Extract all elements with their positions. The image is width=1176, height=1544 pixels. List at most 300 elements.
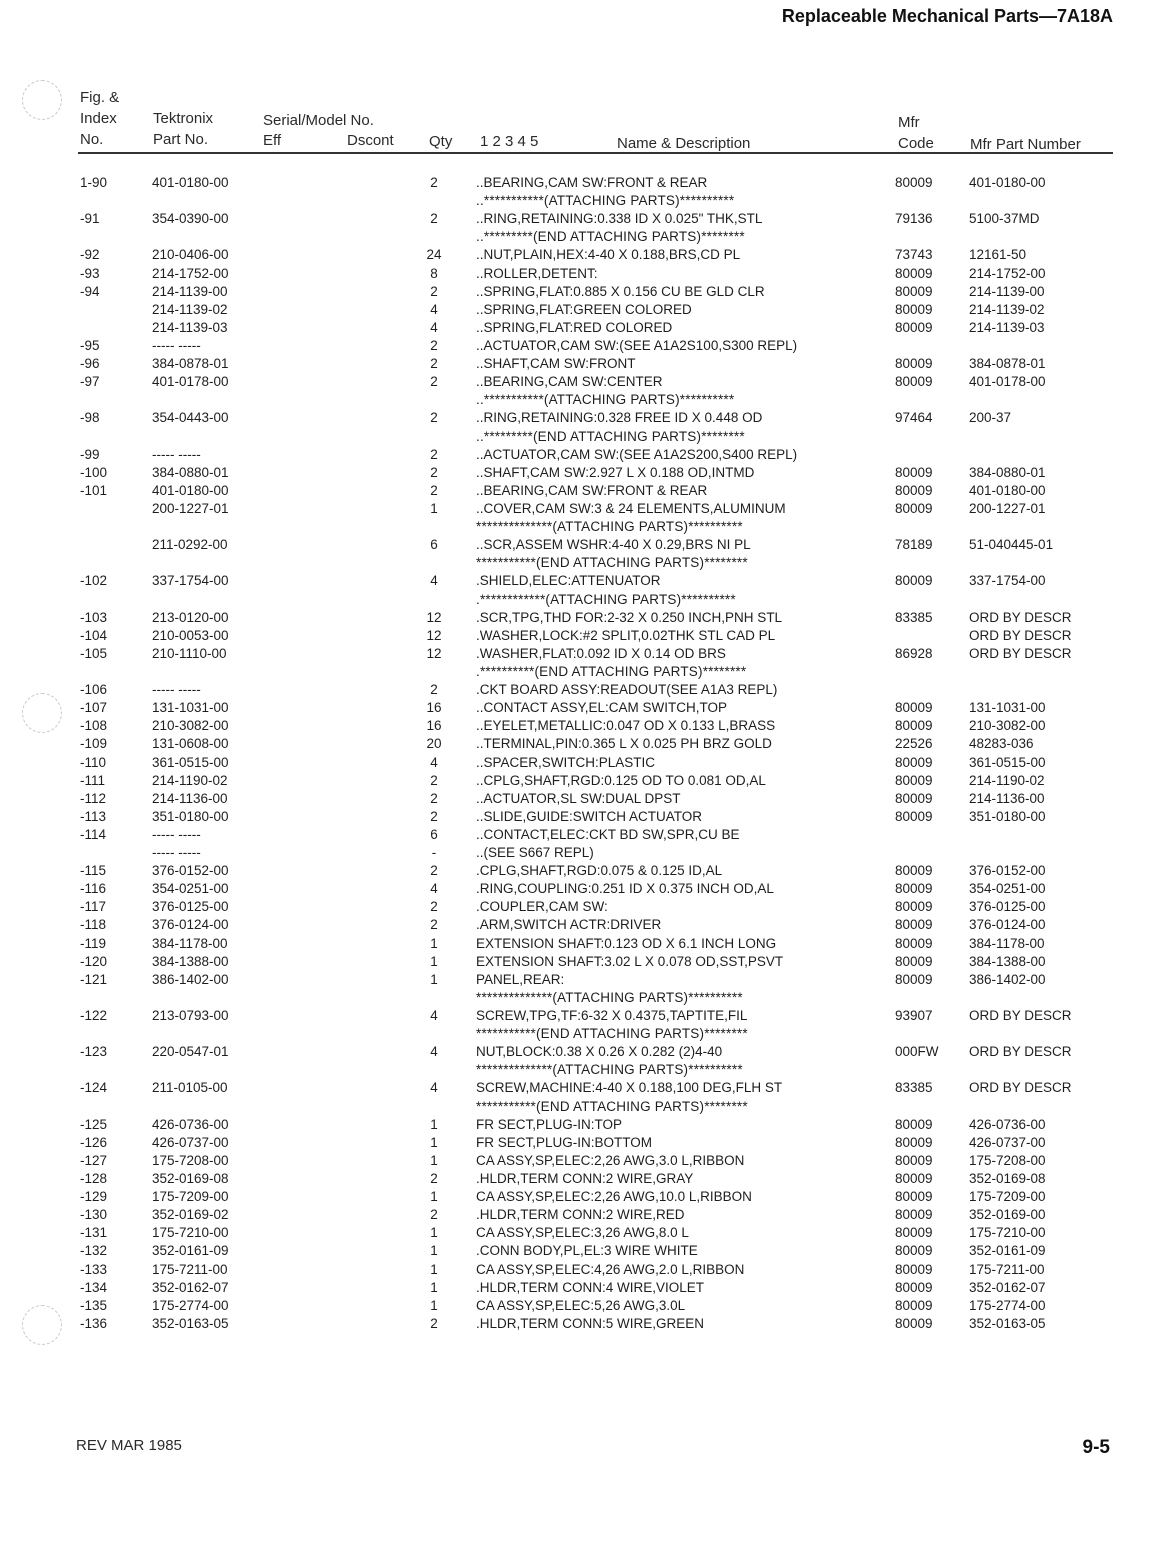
revision-date: REV MAR 1985 (76, 1437, 182, 1454)
cell-mfr-part-number: 361-0515-00 (969, 754, 1046, 770)
cell-qty: 2 (430, 482, 438, 498)
cell-name-description: .HLDR,TERM CONN:2 WIRE,GRAY (476, 1171, 694, 1187)
cell-qty: 4 (430, 1080, 438, 1096)
cell-index-no: -135 (80, 1297, 108, 1313)
cell-qty: 4 (430, 319, 438, 335)
cell-qty: 2 (430, 356, 438, 372)
table-row (0, 373, 1176, 391)
cell-name-description: CA ASSY,SP,ELEC:3,26 AWG,8.0 L (476, 1225, 689, 1241)
cell-part-no: 426-0737-00 (152, 1134, 229, 1150)
cell-name-description: .SCR,TPG,THD FOR:2-32 X 0.250 INCH,PNH STL (476, 609, 783, 625)
cell-index-no: -101 (80, 482, 108, 498)
cell-index-no: -102 (80, 573, 108, 589)
cell-mfr-code: 80009 (895, 881, 933, 897)
cell-mfr-part-number: 401-0180-00 (969, 175, 1046, 190)
table-row (0, 409, 1176, 427)
cell-index-no: -129 (80, 1189, 108, 1205)
cell-name-description: ..BEARING,CAM SW:CENTER (476, 374, 663, 390)
cell-qty: 4 (430, 881, 438, 897)
table-row (0, 228, 1176, 246)
cell-index-no: -99 (80, 446, 100, 462)
cell-index-no: -105 (80, 645, 108, 661)
cell-name-description: ..CONTACT ASSY,EL:CAM SWITCH,TOP (476, 700, 728, 716)
table-row (0, 301, 1176, 319)
cell-name-description: ..CPLG,SHAFT,RGD:0.125 OD TO 0.081 OD,AL (476, 772, 766, 788)
header-mfr-line2: Code (898, 135, 934, 152)
cell-qty: 16 (426, 718, 442, 734)
table-row (0, 536, 1176, 554)
cell-mfr-part-number: 376-0125-00 (969, 899, 1046, 915)
cell-index-no: -103 (80, 609, 108, 625)
cell-part-no: 384-1388-00 (152, 953, 229, 969)
table-row (0, 1061, 1176, 1079)
table-row (0, 1242, 1176, 1260)
cell-index-no: -109 (80, 736, 108, 752)
cell-qty: 4 (430, 301, 438, 317)
cell-mfr-part-number: 175-2774-00 (969, 1297, 1046, 1313)
cell-part-no: 175-7208-00 (152, 1152, 229, 1168)
table-row (0, 319, 1176, 337)
table-row (0, 663, 1176, 681)
table-row (0, 808, 1176, 826)
table-row (0, 1297, 1176, 1315)
cell-mfr-code: 80009 (895, 772, 933, 788)
cell-mfr-code: 80009 (895, 863, 933, 879)
cell-name-description: ***********(END ATTACHING PARTS)******** (476, 555, 748, 571)
cell-index-no: -130 (80, 1207, 108, 1223)
cell-part-no: 214-1139-02 (152, 301, 228, 317)
cell-mfr-part-number: 401-0178-00 (969, 374, 1046, 390)
cell-index-no: -128 (80, 1171, 108, 1187)
cell-name-description: ..ROLLER,DETENT: (476, 265, 598, 281)
cell-name-description: .CONN BODY,PL,EL:3 WIRE WHITE (476, 1243, 698, 1259)
cell-name-description: ..CONTACT,ELEC:CKT BD SW,SPR,CU BE (476, 826, 740, 842)
cell-mfr-part-number: 352-0163-05 (969, 1315, 1046, 1331)
cell-mfr-code: 80009 (895, 1225, 933, 1241)
cell-part-no: 213-0120-00 (152, 609, 229, 625)
table-row (0, 1188, 1176, 1206)
cell-qty: 1 (430, 1279, 438, 1295)
cell-qty: 1 (430, 1261, 438, 1277)
cell-mfr-code: 80009 (895, 935, 933, 951)
cell-mfr-part-number: 210-3082-00 (969, 718, 1046, 734)
cell-part-no: 210-0406-00 (152, 247, 229, 263)
header-part-line2: Part No. (153, 131, 209, 148)
cell-name-description: ..TERMINAL,PIN:0.365 L X 0.025 PH BRZ GOLD (476, 736, 772, 752)
cell-mfr-code: 80009 (895, 464, 933, 480)
cell-part-no: 376-0152-00 (152, 863, 229, 879)
cell-mfr-code: 80009 (895, 175, 933, 190)
cell-part-no: 401-0178-00 (152, 374, 229, 390)
cell-name-description: .COUPLER,CAM SW: (476, 899, 608, 915)
cell-name-description: **************(ATTACHING PARTS)********** (476, 519, 743, 535)
cell-qty: 1 (430, 1225, 438, 1241)
table-row (0, 446, 1176, 464)
table-row (0, 754, 1176, 772)
cell-mfr-code: 93907 (895, 1008, 933, 1024)
cell-qty: 2 (430, 175, 438, 190)
cell-qty: 1 (430, 953, 438, 969)
cell-part-no: 352-0169-08 (152, 1171, 229, 1187)
table-row (0, 1152, 1176, 1170)
cell-index-no: -124 (80, 1080, 108, 1096)
cell-name-description: ..ACTUATOR,CAM SW:(SEE A1A2S100,S300 REPL) (476, 337, 798, 353)
cell-index-no: -92 (80, 247, 100, 263)
cell-qty: 2 (430, 772, 438, 788)
cell-part-no: 214-1139-03 (152, 319, 228, 335)
cell-mfr-part-number: 384-0880-01 (969, 464, 1046, 480)
cell-qty: 2 (430, 374, 438, 390)
cell-mfr-code: 80009 (895, 754, 933, 770)
header-dscont: Dscont (347, 132, 394, 149)
cell-qty: 2 (430, 1207, 438, 1223)
cell-index-no: -95 (80, 337, 100, 353)
cell-mfr-part-number: 5100-37MD (969, 211, 1040, 227)
cell-name-description: .WASHER,FLAT:0.092 ID X 0.14 OD BRS (476, 645, 726, 661)
table-row (0, 1079, 1176, 1097)
cell-name-description: .SHIELD,ELEC:ATTENUATOR (476, 573, 661, 589)
cell-name-description: ..SPACER,SWITCH:PLASTIC (476, 754, 656, 770)
cell-mfr-part-number: 384-1388-00 (969, 953, 1046, 969)
cell-mfr-code: 78189 (895, 537, 933, 553)
table-row (0, 1170, 1176, 1188)
cell-index-no: -110 (80, 754, 107, 770)
table-row (0, 717, 1176, 735)
cell-qty: 1 (430, 1297, 438, 1313)
cell-index-no: -100 (80, 464, 108, 480)
cell-mfr-part-number: 12161-50 (969, 247, 1027, 263)
cell-mfr-part-number: 376-0124-00 (969, 917, 1046, 933)
table-row (0, 1116, 1176, 1134)
cell-name-description: .**********(END ATTACHING PARTS)******** (476, 663, 747, 679)
cell-mfr-code: 80009 (895, 808, 933, 824)
cell-mfr-part-number: 200-1227-01 (969, 500, 1046, 516)
cell-part-no: 175-7209-00 (152, 1189, 229, 1205)
header-part-line1: Tektronix (153, 110, 214, 127)
cell-name-description: CA ASSY,SP,ELEC:2,26 AWG,10.0 L,RIBBON (476, 1189, 752, 1205)
cell-mfr-part-number: 337-1754-00 (969, 573, 1046, 589)
cell-part-no: 426-0736-00 (152, 1116, 229, 1132)
table-row (0, 1224, 1176, 1242)
cell-part-no: 214-1752-00 (152, 265, 229, 281)
cell-part-no: 376-0124-00 (152, 917, 229, 933)
header-fig-line3: No. (80, 131, 104, 148)
table-row (0, 174, 1176, 192)
cell-index-no: -108 (80, 718, 108, 734)
cell-index-no: -94 (80, 283, 100, 299)
cell-mfr-part-number: 386-1402-00 (969, 971, 1046, 987)
cell-index-no: -106 (80, 682, 108, 698)
cell-name-description: ..BEARING,CAM SW:FRONT & REAR (476, 482, 708, 498)
cell-mfr-code: 000FW (895, 1044, 939, 1060)
cell-mfr-part-number: ORD BY DESCR (969, 1080, 1072, 1096)
cell-mfr-code: 80009 (895, 718, 933, 734)
cell-part-no: 351-0180-00 (152, 808, 229, 824)
cell-name-description: ..SLIDE,GUIDE:SWITCH ACTUATOR (476, 808, 703, 824)
header-name-description: Name & Description (617, 135, 751, 152)
cell-index-no: -132 (80, 1243, 108, 1259)
cell-part-no: ----- ----- (152, 826, 201, 842)
cell-mfr-part-number: 352-0169-00 (969, 1207, 1046, 1223)
cell-mfr-code: 80009 (895, 283, 933, 299)
cell-part-no: 175-2774-00 (152, 1297, 229, 1313)
cell-index-no: -126 (80, 1134, 108, 1150)
cell-name-description: .HLDR,TERM CONN:5 WIRE,GREEN (476, 1315, 705, 1331)
cell-qty: 2 (430, 790, 438, 806)
cell-name-description: PANEL,REAR: (476, 971, 565, 987)
cell-qty: 16 (426, 700, 442, 716)
punch-hole-top (22, 80, 62, 120)
header-qty: Qty (429, 133, 453, 150)
cell-mfr-part-number: 214-1752-00 (969, 265, 1046, 281)
cell-name-description: ..SHAFT,CAM SW:2.927 L X 0.188 OD,INTMD (476, 464, 755, 480)
cell-qty: 2 (430, 1315, 438, 1331)
cell-index-no: -91 (80, 211, 100, 227)
table-row (0, 898, 1176, 916)
cell-index-no: -97 (80, 374, 100, 390)
cell-qty: 1 (430, 971, 438, 987)
cell-mfr-code: 80009 (895, 1261, 933, 1277)
cell-qty: 24 (426, 247, 442, 263)
table-row (0, 337, 1176, 355)
cell-mfr-part-number: 352-0162-07 (969, 1279, 1046, 1295)
cell-index-no: -114 (80, 826, 107, 842)
cell-mfr-part-number: 214-1139-02 (969, 301, 1045, 317)
cell-mfr-code: 79136 (895, 211, 933, 227)
cell-index-no: -133 (80, 1261, 108, 1277)
header-serial: Serial/Model No. (263, 112, 374, 129)
cell-part-no: 376-0125-00 (152, 899, 229, 915)
cell-part-no: 386-1402-00 (152, 971, 229, 987)
cell-mfr-code: 80009 (895, 971, 933, 987)
cell-name-description: SCREW,MACHINE:4-40 X 0.188,100 DEG,FLH ST (476, 1080, 783, 1096)
cell-name-description: ..EYELET,METALLIC:0.047 OD X 0.133 L,BRASS (476, 718, 776, 734)
table-row (0, 1043, 1176, 1061)
table-row (0, 916, 1176, 934)
cell-index-no: -118 (80, 917, 107, 933)
cell-name-description: ..NUT,PLAIN,HEX:4-40 X 0.188,BRS,CD PL (476, 247, 741, 263)
cell-name-description: .HLDR,TERM CONN:2 WIRE,RED (476, 1207, 685, 1223)
cell-name-description: SCREW,TPG,TF:6-32 X 0.4375,TAPTITE,FIL (476, 1008, 748, 1024)
cell-name-description: .ARM,SWITCH ACTR:DRIVER (476, 917, 662, 933)
cell-part-no: ----- ----- (152, 845, 201, 861)
cell-qty: 2 (430, 337, 438, 353)
cell-index-no: -136 (80, 1315, 108, 1331)
table-row (0, 1098, 1176, 1116)
cell-part-no: 352-0162-07 (152, 1279, 229, 1295)
cell-mfr-part-number: 51-040445-01 (969, 537, 1054, 553)
table-row (0, 681, 1176, 699)
cell-mfr-part-number: ORD BY DESCR (969, 1044, 1072, 1060)
table-row (0, 192, 1176, 210)
cell-mfr-code: 80009 (895, 790, 933, 806)
cell-name-description: ..RING,RETAINING:0.328 FREE ID X 0.448 OD (476, 410, 763, 426)
cell-mfr-code: 80009 (895, 953, 933, 969)
cell-index-no: -131 (80, 1225, 108, 1241)
cell-qty: 2 (430, 1171, 438, 1187)
cell-mfr-part-number: 214-1190-02 (969, 772, 1045, 788)
cell-mfr-part-number: 426-0737-00 (969, 1134, 1046, 1150)
cell-name-description: ..SPRING,FLAT:0.885 X 0.156 CU BE GLD CLR (476, 283, 765, 299)
cell-qty: 4 (430, 1044, 438, 1060)
cell-part-no: 131-1031-00 (152, 700, 229, 716)
cell-part-no: 131-0608-00 (152, 736, 229, 752)
cell-name-description: ..***********(ATTACHING PARTS)********** (476, 392, 735, 408)
header-eff: Eff (263, 132, 282, 149)
cell-name-description: ..SCR,ASSEM WSHR:4-40 X 0.29,BRS NI PL (476, 537, 751, 553)
cell-index-no: -96 (80, 356, 100, 372)
cell-name-description: FR SECT,PLUG-IN:BOTTOM (476, 1134, 653, 1150)
cell-qty: 2 (430, 682, 438, 698)
cell-mfr-part-number: 351-0180-00 (969, 808, 1046, 824)
cell-qty: 2 (430, 446, 438, 462)
header-fig-line1: Fig. & (80, 89, 120, 106)
cell-name-description: FR SECT,PLUG-IN:TOP (476, 1116, 623, 1132)
cell-part-no: 210-0053-00 (152, 627, 229, 643)
cell-name-description: ..ACTUATOR,SL SW:DUAL DPST (476, 790, 681, 806)
cell-qty: 12 (426, 645, 442, 661)
cell-qty: 1 (430, 935, 438, 951)
cell-mfr-code: 80009 (895, 1134, 933, 1150)
cell-qty: 1 (430, 1116, 438, 1132)
cell-index-no: -98 (80, 410, 100, 426)
table-row (0, 772, 1176, 790)
cell-qty: 1 (430, 1134, 438, 1150)
cell-part-no: 354-0390-00 (152, 211, 229, 227)
table-row (0, 210, 1176, 228)
cell-mfr-code: 80009 (895, 573, 933, 589)
cell-part-no: 220-0547-01 (152, 1044, 229, 1060)
cell-part-no: 352-0169-02 (152, 1207, 229, 1223)
cell-mfr-code: 86928 (895, 645, 933, 661)
cell-qty: 2 (430, 464, 438, 480)
cell-name-description: .************(ATTACHING PARTS)********** (476, 591, 736, 607)
cell-part-no: 384-1178-00 (152, 935, 228, 951)
cell-name-description: ..SHAFT,CAM SW:FRONT (476, 356, 636, 372)
cell-mfr-code: 80009 (895, 899, 933, 915)
cell-qty: 2 (430, 899, 438, 915)
cell-index-no: -116 (80, 881, 107, 897)
table-row (0, 500, 1176, 518)
cell-mfr-code: 80009 (895, 1171, 933, 1187)
cell-name-description: NUT,BLOCK:0.38 X 0.26 X 0.282 (2)4-40 (476, 1044, 723, 1060)
cell-part-no: 354-0251-00 (152, 881, 229, 897)
parts-table-body (0, 174, 1176, 1333)
table-row (0, 935, 1176, 953)
cell-index-no: -111 (80, 772, 106, 788)
cell-name-description: ..SPRING,FLAT:RED COLORED (476, 319, 673, 335)
cell-name-description: .CKT BOARD ASSY:READOUT(SEE A1A3 REPL) (476, 682, 778, 698)
page-number: 9-5 (1082, 1437, 1110, 1458)
cell-part-no: 401-0180-00 (152, 175, 229, 190)
cell-mfr-part-number: ORD BY DESCR (969, 627, 1072, 643)
cell-qty: 1 (430, 500, 438, 516)
cell-qty: - (431, 845, 437, 861)
cell-index-no: -119 (80, 935, 107, 951)
cell-mfr-code: 73743 (895, 247, 933, 263)
cell-index-no: -127 (80, 1152, 108, 1168)
cell-part-no: 213-0793-00 (152, 1008, 229, 1024)
table-row (0, 844, 1176, 862)
cell-mfr-code: 22526 (895, 736, 933, 752)
cell-part-no: 354-0443-00 (152, 410, 229, 426)
cell-name-description: ..*********(END ATTACHING PARTS)******** (476, 229, 745, 245)
header-mfr-part-number: Mfr Part Number (970, 136, 1081, 153)
page-title: Replaceable Mechanical Parts—7A18A (781, 6, 1113, 26)
cell-mfr-part-number: 384-1178-00 (969, 935, 1045, 951)
cell-mfr-code: 80009 (895, 700, 933, 716)
cell-qty: 6 (430, 826, 438, 842)
table-row (0, 518, 1176, 536)
cell-index-no: -93 (80, 265, 100, 281)
table-row (0, 391, 1176, 409)
table-row (0, 735, 1176, 753)
cell-mfr-part-number: 352-0161-09 (969, 1243, 1046, 1259)
cell-mfr-code: 83385 (895, 609, 933, 625)
cell-part-no: 210-3082-00 (152, 718, 229, 734)
cell-qty: 4 (430, 754, 438, 770)
cell-mfr-part-number: 131-1031-00 (969, 700, 1046, 716)
cell-index-no: -123 (80, 1044, 108, 1060)
cell-name-description: ..SPRING,FLAT:GREEN COLORED (476, 301, 692, 317)
cell-qty: 8 (430, 265, 438, 281)
table-row (0, 1007, 1176, 1025)
cell-part-no: ----- ----- (152, 337, 201, 353)
cell-part-no: 211-0292-00 (152, 537, 228, 553)
header-divider (78, 152, 1113, 154)
cell-mfr-code: 83385 (895, 1080, 933, 1096)
table-row (0, 591, 1176, 609)
cell-name-description: ..*********(END ATTACHING PARTS)******** (476, 428, 745, 444)
cell-mfr-part-number: 175-7208-00 (969, 1152, 1046, 1168)
cell-index-no: -117 (80, 899, 107, 915)
cell-part-no: ----- ----- (152, 682, 201, 698)
cell-name-description: ..COVER,CAM SW:3 & 24 ELEMENTS,ALUMINUM (476, 500, 786, 516)
cell-mfr-part-number: ORD BY DESCR (969, 645, 1072, 661)
table-row (0, 862, 1176, 880)
cell-index-no: -115 (80, 863, 107, 879)
cell-mfr-code: 80009 (895, 356, 933, 372)
cell-mfr-part-number: 401-0180-00 (969, 482, 1046, 498)
cell-mfr-code: 97464 (895, 410, 933, 426)
header-indent-levels: 1 2 3 4 5 (480, 133, 539, 150)
cell-qty: 1 (430, 1189, 438, 1205)
cell-index-no: 1-90 (80, 175, 108, 190)
cell-qty: 20 (426, 736, 442, 752)
cell-name-description: **************(ATTACHING PARTS)********** (476, 1062, 743, 1078)
cell-mfr-part-number: 214-1139-00 (969, 283, 1045, 299)
cell-qty: 2 (430, 917, 438, 933)
cell-qty: 1 (430, 1152, 438, 1168)
table-row (0, 572, 1176, 590)
table-row (0, 1134, 1176, 1152)
table-row (0, 355, 1176, 373)
header-fig-line2: Index (80, 110, 117, 127)
cell-part-no: 361-0515-00 (152, 754, 229, 770)
cell-mfr-code: 80009 (895, 1315, 933, 1331)
cell-part-no: 384-0880-01 (152, 464, 229, 480)
cell-name-description: .CPLG,SHAFT,RGD:0.075 & 0.125 ID,AL (476, 863, 723, 879)
table-row (0, 464, 1176, 482)
cell-mfr-part-number: 384-0878-01 (969, 356, 1046, 372)
cell-mfr-code: 80009 (895, 1297, 933, 1313)
cell-part-no: 384-0878-01 (152, 356, 229, 372)
cell-mfr-part-number: 354-0251-00 (969, 881, 1046, 897)
cell-name-description: **************(ATTACHING PARTS)********** (476, 989, 743, 1005)
cell-qty: 2 (430, 283, 438, 299)
cell-name-description: CA ASSY,SP,ELEC:4,26 AWG,2.0 L,RIBBON (476, 1261, 745, 1277)
cell-mfr-part-number: 214-1139-03 (969, 319, 1045, 335)
